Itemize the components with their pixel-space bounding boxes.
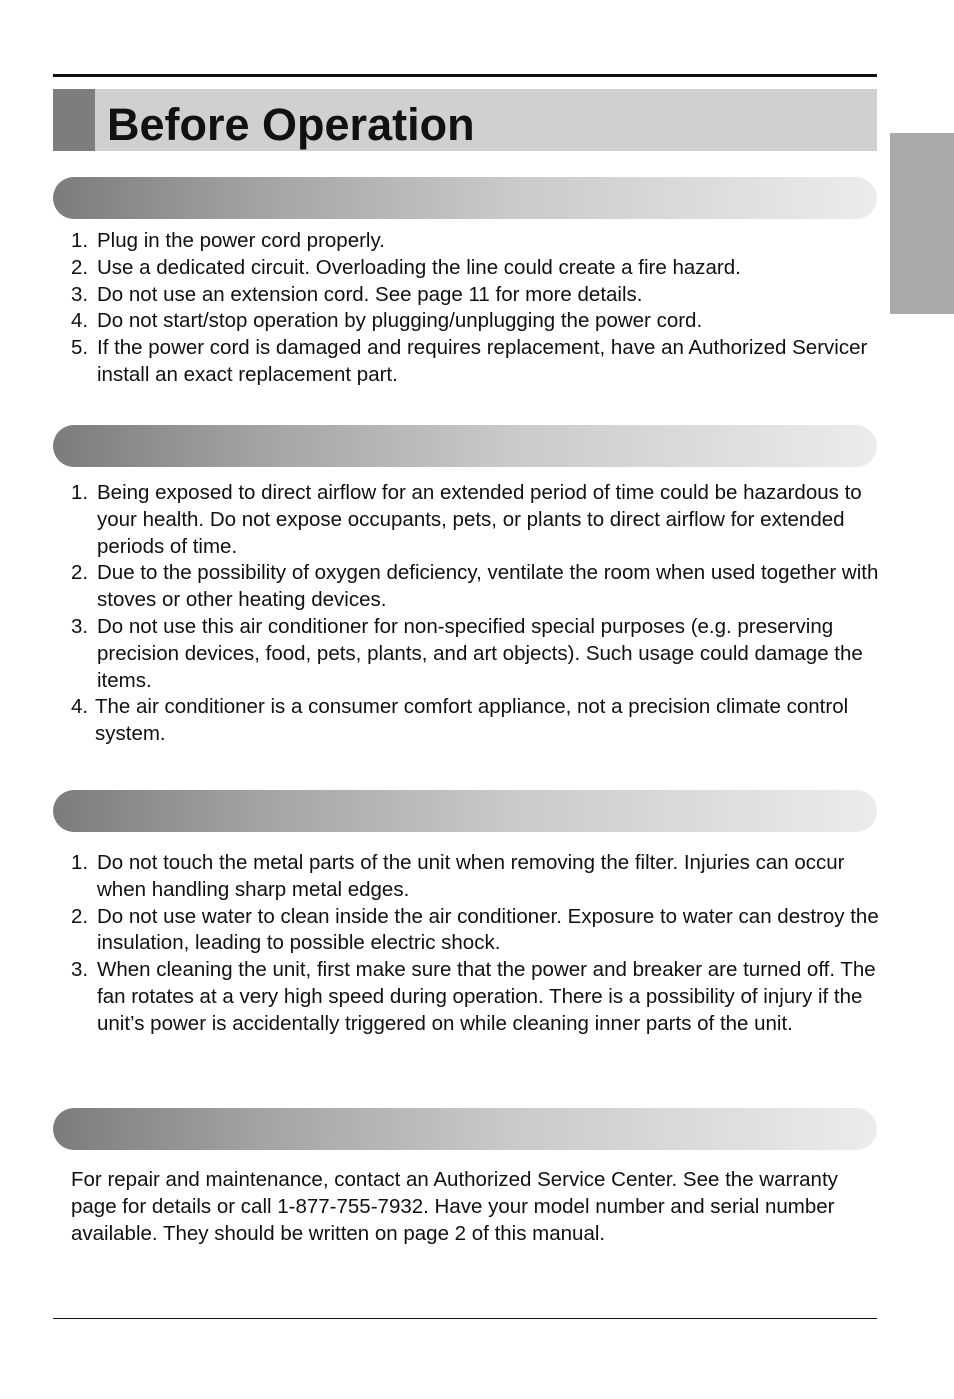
item-number: 3. (71, 282, 89, 306)
top-rule (53, 74, 877, 77)
list-item (71, 957, 879, 1037)
item-text: If the power cord is damaged and requires replacement, have an Authorized Servicer install an exact replacement part. (97, 336, 868, 386)
page-title: Before Operation (107, 99, 475, 150)
list-item (71, 255, 879, 282)
item-text: When cleaning the unit, first make sure that the power and breaker are turned off. The fan rotates at a very high speed during operation. There is a possibility of injury if the unit’s power is accidentally triggered on while cleaning inner parts of the unit. (97, 958, 876, 1035)
list-item (71, 614, 879, 694)
service-paragraph: For repair and maintenance, contact an Authorized Service Center. See the warranty page for details or call 1-877-755-7932. Have your model number and serial number available. They should be written on page 2 of this manual. (71, 1168, 838, 1245)
section-header-bar-1 (53, 177, 877, 219)
item-number: 5. (71, 336, 89, 360)
item-text: Do not use water to clean inside the air conditioner. Exposure to water can destroy the insulation, leading to possible electric shock. (97, 904, 879, 955)
section-header-bar-4 (53, 1108, 877, 1150)
item-number: 2. (71, 255, 89, 279)
item-number: 1. (71, 229, 89, 252)
bottom-rule (53, 1318, 877, 1319)
section-3-list (71, 850, 879, 1038)
list-item (71, 694, 879, 748)
section-1-list (71, 228, 879, 389)
item-number: 2. (71, 904, 89, 928)
title-bar (53, 89, 877, 151)
item-text: Do not use this air conditioner for non-specified special purposes (e.g. preserving precision devices, food, pets, plants, and art objects). Such usage could damage the items. (97, 614, 863, 692)
list-item (71, 904, 879, 958)
item-number: 2. (71, 561, 89, 585)
list-item (71, 308, 879, 335)
section-header-bar-2 (53, 425, 877, 467)
item-number: 1. (71, 851, 89, 874)
list-item (71, 335, 879, 389)
list-item (71, 228, 879, 255)
item-text: Do not use an extension cord. See page 11 for more details. (97, 282, 643, 306)
item-text: Do not start/stop operation by plugging/unplugging the power cord. (97, 309, 703, 333)
item-number: 1. (71, 481, 89, 504)
item-text: Use a dedicated circuit. Overloading the line could create a fire hazard. (97, 255, 741, 279)
list-item (71, 480, 879, 560)
list-item (71, 560, 879, 614)
item-text: The air conditioner is a consumer comfort appliance, not a precision climate control system. (95, 695, 849, 746)
item-text: Plug in the power cord properly. (97, 229, 385, 252)
section-header-bar-3 (53, 790, 877, 832)
item-text: Do not touch the metal parts of the unit when removing the filter. Injuries can occur when handling sharp metal edges. (97, 851, 845, 901)
title-accent-block (53, 89, 95, 151)
item-number: 3. (71, 958, 89, 982)
side-tab (890, 133, 954, 314)
item-number: 4. (71, 695, 89, 719)
item-number: 4. (71, 309, 89, 333)
item-number: 3. (71, 614, 89, 638)
list-item (71, 850, 879, 904)
section-2-list (71, 480, 879, 748)
item-text: Being exposed to direct airflow for an extended period of time could be hazardous to your health. Do not expose occupants, pets, or plants to direct airflow for extended periods of time. (97, 481, 862, 558)
list-item (71, 282, 879, 309)
item-text: Due to the possibility of oxygen deficiency, ventilate the room when used together with stoves or other heating devices. (97, 561, 879, 612)
